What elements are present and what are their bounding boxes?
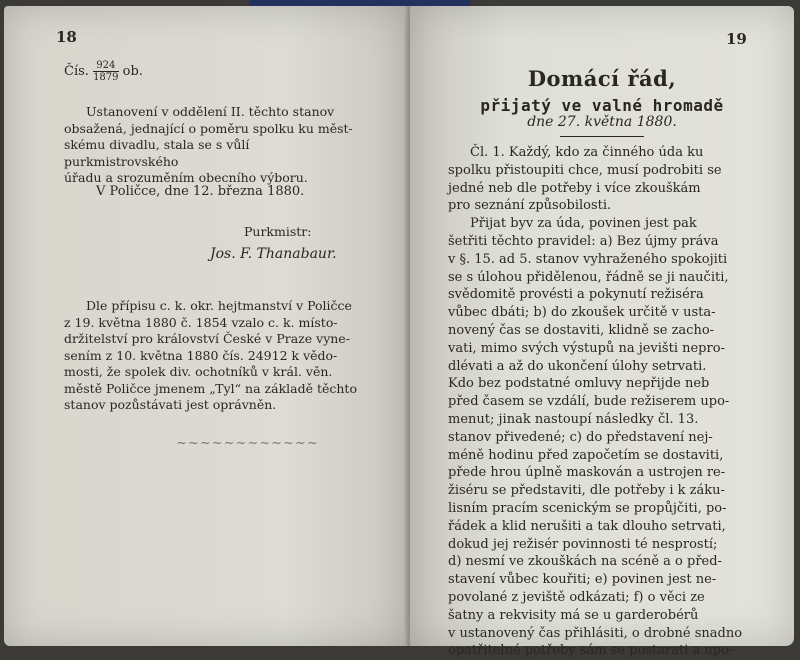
text-line: dokud jej režisér povinnosti té nesprostí;: [448, 536, 718, 552]
page-subtitle: přijatý ve valné hromadě: [480, 96, 724, 115]
text-line: povolané z jeviště odkázati; f) o věci ze: [448, 589, 705, 605]
text-line: obsažená, jednající o poměru spolku ku měst-: [64, 120, 353, 136]
text-line: vati, mimo svých výstupů na jevišti nepro-: [448, 340, 725, 356]
text-line: z 19. května 1880 č. 1854 vzalo c. k. místo-: [64, 314, 338, 330]
reference-number: [64, 60, 143, 83]
right-page: [410, 6, 794, 659]
text-line: Kdo bez podstatné omluvy nepřijde neb: [448, 376, 710, 392]
text-line: stavení vůbec kouřiti; e) povinen jest ne-: [448, 572, 717, 588]
text-line: Dle přípisu c. k. okr. hejtmanství v Poličce: [86, 298, 352, 313]
dateline: dne 27. května 1880.: [527, 114, 677, 130]
text-line: šetřiti těchto pravidel: a) Bez újmy práva: [448, 233, 719, 249]
text-line: mosti, že spolek div. ochotníků v král. věn.: [64, 364, 333, 379]
text-line: menut; jinak nastoupí následky čl. 13.: [448, 411, 699, 427]
cis-prefix: Čís.: [64, 64, 89, 79]
cis-fraction: [93, 60, 118, 83]
text-line: novený čas se dostaviti, klidně se zacho-: [448, 322, 715, 338]
page-title: Domácí řád,: [527, 66, 677, 91]
text-line: méně hodinu před započetím se dostaviti,: [448, 447, 724, 463]
cis-denominator: 1879: [93, 72, 119, 83]
text-line: sením z 10. května 1880 čís. 24912 k vědo-: [64, 347, 338, 363]
text-line: Čl. 1. Každý, kdo za činného úda ku: [470, 145, 704, 160]
text-line: skému divadlu, stala se s vůlí purkmistrovského: [64, 137, 250, 169]
text-line: dlévati a až do ukončení úlohy setrvati.: [448, 358, 707, 374]
text-line: se s úlohou přidělenou, řádně se ji naučiti,: [448, 269, 729, 285]
title-rule: [560, 136, 644, 137]
text-line: městě Poličce jmenem „Tyl“ na základě těchto: [64, 380, 357, 396]
house-rules-text: [448, 144, 764, 660]
text-line: řádek a klid nerušiti a tak dlouho setrvati,: [448, 518, 726, 534]
text-line: šatny a rekvisity má se u garderobérů: [448, 607, 699, 623]
text-line: Ustanovení v oddělení II. těchto stanov: [86, 104, 335, 119]
signatory-name: Jos. F. Thanabaur.: [210, 246, 337, 262]
text-line: před časem se vzdálí, bude režiserem upo-: [448, 394, 730, 410]
text-line: úřadu a srozuměním obecního výboru.: [64, 170, 308, 185]
cis-suffix: ob.: [122, 64, 143, 79]
cis-numerator: 924: [93, 60, 118, 72]
page-number: 18: [56, 28, 77, 46]
text-line: v ustanovený čas přihlásiti, o drobné snadno: [448, 625, 743, 641]
text-line: Přijat byv za úda, povinen jest pak: [470, 216, 697, 232]
paragraph-registration: [64, 298, 364, 414]
text-line: vůbec dbáti; b) do zkoušek určitě v usta-: [448, 305, 716, 321]
ornament-divider: ~~~~~~~~~~~~: [176, 436, 319, 451]
text-line: v §. 15. ad 5. stanov vyhraženého spokojiti: [448, 251, 728, 267]
text-line: svědomitě provésti a pokynutí režiséra: [448, 287, 704, 303]
text-line: držitelství pro království České v Praze vyne-: [64, 331, 350, 346]
text-line: lisním pracím scenickým se propůjčiti, po-: [448, 500, 727, 516]
page-number: 19: [726, 30, 747, 48]
signatory-title: Purkmistr:: [244, 224, 312, 239]
text-line: d) nesmí ve zkouškách na scéně a o před-: [448, 554, 722, 570]
left-page: [4, 6, 408, 646]
text-line: stanov pozůstávati jest oprávněn.: [64, 397, 277, 412]
text-line: opatřitelné potřeby sám se postarati a upo-: [448, 643, 734, 659]
text-line: stanov přivedené; c) do představení nej-: [448, 429, 713, 445]
text-line: přede hrou úplně maskován a ustrojen re-: [448, 465, 726, 481]
text-line: pro seznání způsobilosti.: [448, 198, 612, 214]
paragraph-approval: [64, 104, 364, 187]
text-line: spolku přistoupiti chce, musí podrobiti se: [448, 162, 722, 178]
text-line: žiséru se představiti, dle potřeby i k záku-: [448, 483, 725, 499]
text-line: jedné neb dle potřeby i více zkouškám: [448, 180, 701, 196]
place-date: V Poličce, dne 12. března 1880.: [96, 184, 305, 199]
